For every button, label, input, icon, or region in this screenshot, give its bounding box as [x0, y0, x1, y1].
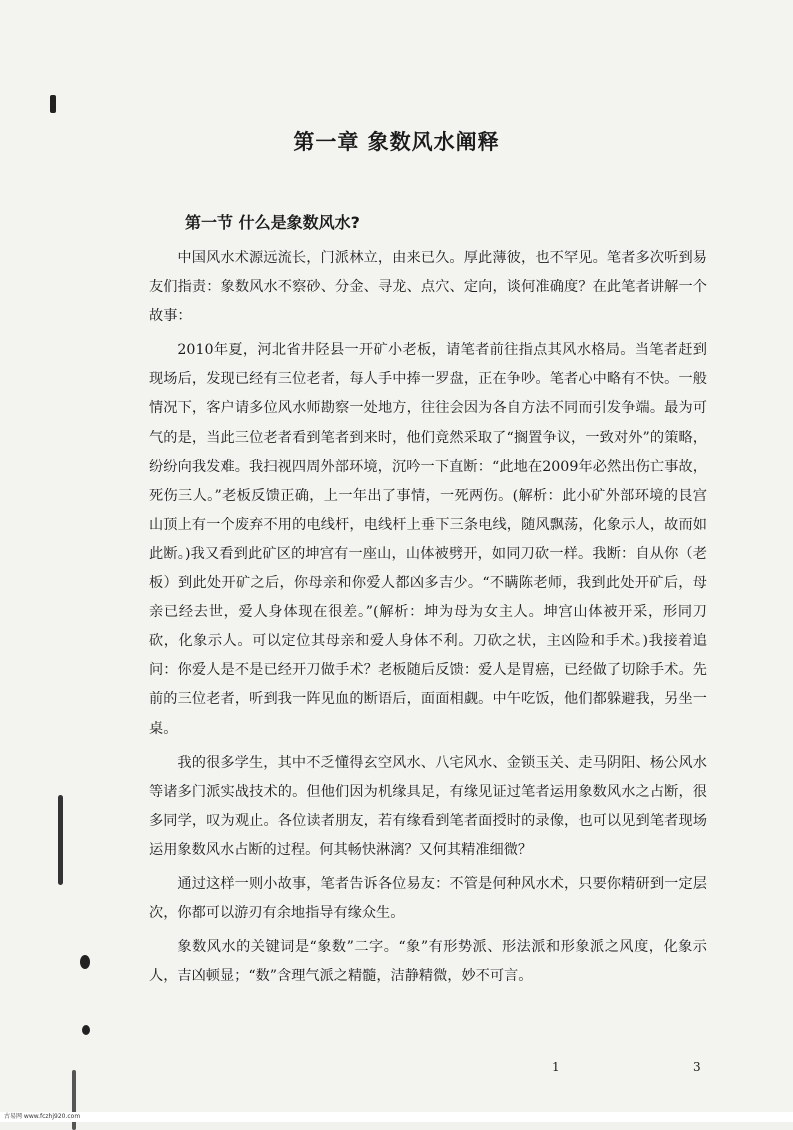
paragraph: 通过这样一则小故事，笔者告诉各位易友：不管是何种风水术，只要你精研到一定层次，你都可以游刃有余地指导有缘众生。: [149, 875, 707, 922]
footer-text: 古易网 www.fczhj920.com: [4, 1113, 81, 1120]
margin-mark: 1: [552, 1060, 560, 1074]
body-text: [149, 244, 707, 996]
footer-watermark: [0, 1112, 793, 1122]
section-title: 第一节 什么是象数风水?: [185, 213, 360, 232]
paragraph: 象数风水的关键词是“象数”二字。“象”有形势派、形法派和形象派之风度，化象示人，吉凶顿显；“数”含理气派之精髓，洁静精微，妙不可言。: [149, 939, 707, 985]
paragraph: 我的很多学生，其中不乏懂得玄空风水、八宅风水、金锁玉关、走马阴阳、杨公风水等诸多门派实战技术的。但他们因为机缘具足，有缘见证过笔者运用象数风水之占断，很多同学，叹为观止。各位读者朋友，若有缘看到笔者面授时的录像，也可以见到笔者现场运用象数风水占断的过程。何其畅快淋漓？又何其精准细微？: [149, 754, 707, 858]
scan-edge-marks: [52, 95, 58, 1095]
paragraph: 2010年夏，河北省井陉县一开矿小老板，请笔者前往指点其风水格局。当笔者赶到现场后，发现已经有三位老者，每人手中捧一罗盘，正在争吵。笔者心中略有不快。一般情况下，客户请多位风水师勘察一处地方，往往会因为各自方法不同而引发争端。最为可气的是，当此三位老者看到笔者到来时，他们竟然采取了“搁置争议，一致对外”的策略，纷纷向我发难。我扫视四周外部环境，沉吟一下直断：“此地在2009年必然出伤亡事故，死伤三人。”老板反馈正确，上一年出了事情，一死两伤。(解析：此小矿外部环境的艮宫山顶上有一个废弃不用的电线杆，电线杆上垂下三条电线，随风飘荡，化象示人，故而如此断。)我又看到此矿区的坤宫有一座山，山体被劈开，如同刀砍一样。我断：自从你（老板）到此处开矿之后，你母亲和你爱人都凶多吉少。“不瞒陈老师，我到此处开矿后，母亲已经去世，爱人身体现在很差。”(解析：坤为母为女主人。坤宫山体被开采，形同刀砍，化象示人。可以定位其母亲和爱人身体不利。刀砍之状，主凶险和手术。)我接着追问：你爱人是不是已经开刀做手术？老板随后反馈：爱人是胃癌，已经做了切除手术。先前的三位老者，听到我一阵见血的断语后，面面相觑。中午吃饭，他们都躲避我，另坐一桌。: [149, 342, 707, 737]
chapter-title: 第一章 象数风水阐释: [293, 130, 500, 154]
page-number: 3: [693, 1060, 701, 1074]
paragraph: 中国风水术源远流长，门派林立，由来已久。厚此薄彼，也不罕见。笔者多次听到易友们指责：象数风水不察砂、分金、寻龙、点穴、定向，谈何准确度？在此笔者讲解一个故事：: [149, 250, 707, 325]
